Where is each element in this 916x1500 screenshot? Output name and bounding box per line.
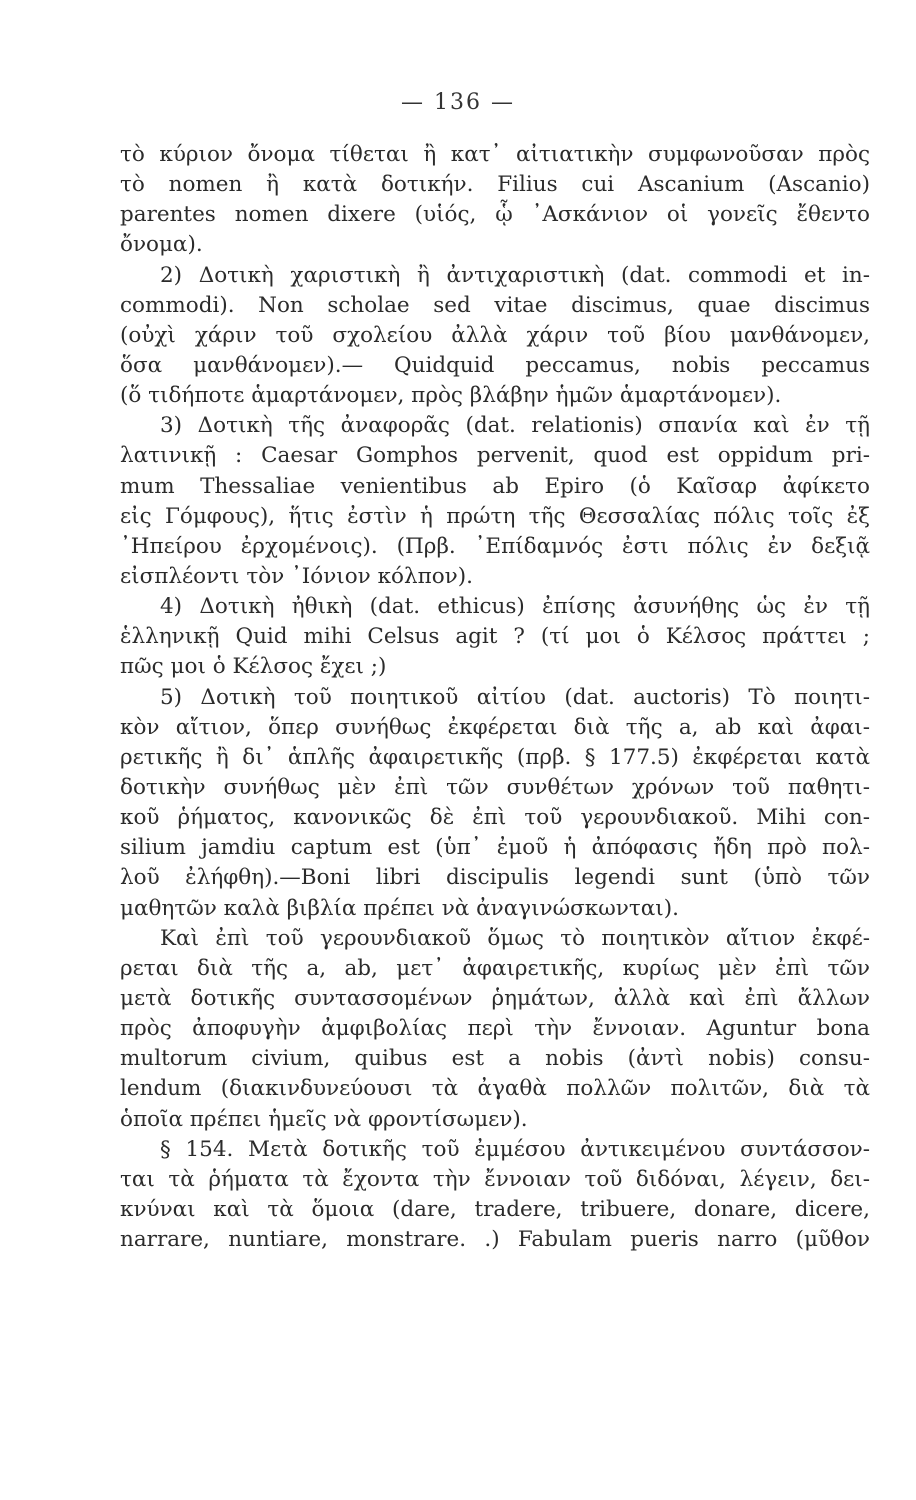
text-line: 3) Δοτικὴ τῆς ἀναφορᾶς (dat. relationis) σπανία καὶ ἐν τῇ	[160, 413, 870, 439]
text-line: 2) Δοτικὴ χαριστικὴ ἢ ἀντιχαριστικὴ (dat. commodi et in-	[160, 262, 870, 288]
text-line: 4) Δοτικὴ ἠθικὴ (dat. ethicus) ἐπίσης ἀσυνήθης ὡς ἐν τῇ	[160, 594, 870, 620]
text-line: λατινικῇ : Caesar Gomphos pervenit, quod est oppidum pri-	[120, 443, 870, 469]
text-line: 5) Δοτικὴ τοῦ ποιητικοῦ αἰτίου (dat. auctoris) Τὸ ποιητι-	[160, 684, 870, 710]
text-line: μαθητῶν καλὰ βιβλία πρέπει νὰ ἀναγινώσκωνται).	[120, 895, 679, 921]
page-body	[120, 140, 870, 1255]
text-line: ται τὰ ῥήματα τὰ ἔχοντα τὴν ἔννοιαν τοῦ διδόναι, λέγειν, δει-	[120, 1166, 870, 1192]
page-number: — 136 —	[401, 90, 515, 115]
text-line: ὅσα μανθάνομεν).— Quidquid peccamus, nobis peccamus	[120, 352, 870, 378]
text-line: κνύναι καὶ τὰ ὅμοια (dare, tradere, tribuere, donare, dicere,	[120, 1196, 870, 1222]
text-line: ὄνομα).	[120, 232, 203, 258]
text-line: ρεται διὰ τῆς a, ab, μετ᾽ ἀφαιρετικῆς, κυρίως μὲν ἐπὶ τῶν	[120, 955, 870, 981]
text-line: lendum (διακινδυνεύουσι τὰ ἀγαθὰ πολλῶν πολιτῶν, διὰ τὰ	[120, 1076, 870, 1102]
text-line: § 154. Μετὰ δοτικῆς τοῦ ἐμμέσου ἀντικειμένου συντάσσον-	[160, 1136, 870, 1162]
text-line: λοῦ ἐλήφθη).—Boni libri discipulis legendi sunt (ὑπὸ τῶν	[120, 865, 870, 891]
text-line: silium jamdiu captum est (ὑπ᾽ ἐμοῦ ἡ ἀπόφασις ἤδη πρὸ πολ-	[120, 835, 870, 861]
text-line: ὁποῖα πρέπει ἡμεῖς νὰ φροντίσωμεν).	[120, 1106, 528, 1132]
text-line: κοῦ ῥήματος, κανονικῶς δὲ ἐπὶ τοῦ γερουνδιακοῦ. Mihi con-	[120, 805, 870, 831]
text-line: τὸ κύριον ὄνομα τίθεται ἢ κατ᾽ αἰτιατικὴν συμφωνοῦσαν πρὸς	[120, 142, 870, 167]
text-line: commodi). Non scholae sed vitae discimus, quae discimus	[120, 292, 870, 318]
text-line: μετὰ δοτικῆς συντασσομένων ῥημάτων, ἀλλὰ καὶ ἐπὶ ἄλλων	[120, 985, 870, 1011]
text-line: narrare, nuntiare, monstrare. .) Fabulam pueris narro (μῦθον	[120, 1227, 870, 1253]
text-line: ἑλληνικῇ Quid mihi Celsus agit ? (τί μοι ὁ Κέλσος πράττει ;	[120, 624, 870, 650]
text-line: Καὶ ἐπὶ τοῦ γερουνδιακοῦ ὅμως τὸ ποιητικὸν αἴτιον ἐκφέ-	[160, 925, 870, 951]
text-line: ᾿Ηπείρου ἐρχομένοις). (Πρβ. ᾿Επίδαμνός ἐστι πόλις ἐν δεξιᾷ	[120, 533, 870, 559]
text-line: κὸν αἴτιον, ὅπερ συνήθως ἐκφέρεται διὰ τῆς a, ab καὶ ἀφαι-	[120, 714, 870, 740]
text-line: τὸ nomen ἢ κατὰ δοτικήν. Filius cui Ascanium (Ascanio)	[120, 172, 870, 198]
text-line: εἰσπλέοντι τὸν ᾿Ιόνιον κόλπον).	[120, 563, 473, 589]
text-line: mum Thessaliae venientibus ab Epiro (ὁ Καῖσαρ ἀφίκετο	[120, 473, 870, 499]
text-line: δοτικὴν συνήθως μὲν ἐπὶ τῶν συνθέτων χρόνων τοῦ παθητι-	[120, 774, 870, 800]
text-line: ρετικῆς ἢ δι᾽ ἁπλῆς ἀφαιρετικῆς (πρβ. § 177.5) ἐκφέρεται κατὰ	[120, 744, 870, 770]
text-line: πρὸς ἀποφυγὴν ἀμφιβολίας περὶ τὴν ἔννοιαν. Aguntur bona	[120, 1016, 870, 1042]
text-line: πῶς μοι ὁ Κέλσος ἔχει ;)	[120, 654, 387, 680]
text-line: multorum civium, quibus est a nobis (ἀντὶ nobis) consu-	[120, 1046, 870, 1072]
text-line: parentes nomen dixere (υἱός, ᾧ ᾿Ασκάνιον οἱ γονεῖς ἔθεντο	[120, 202, 870, 228]
text-line: εἰς Γόμφους), ἥτις ἐστὶν ἡ πρώτη τῆς Θεσσαλίας πόλις τοῖς ἐξ	[120, 503, 870, 529]
text-line: (οὐχὶ χάριν τοῦ σχολείου ἀλλὰ χάριν τοῦ βίου μανθάνομεν,	[120, 322, 870, 348]
text-line: (ὅ τιδήποτε ἁμαρτάνομεν, πρὸς βλάβην ἡμῶν ἁμαρτάνομεν).	[120, 383, 782, 409]
